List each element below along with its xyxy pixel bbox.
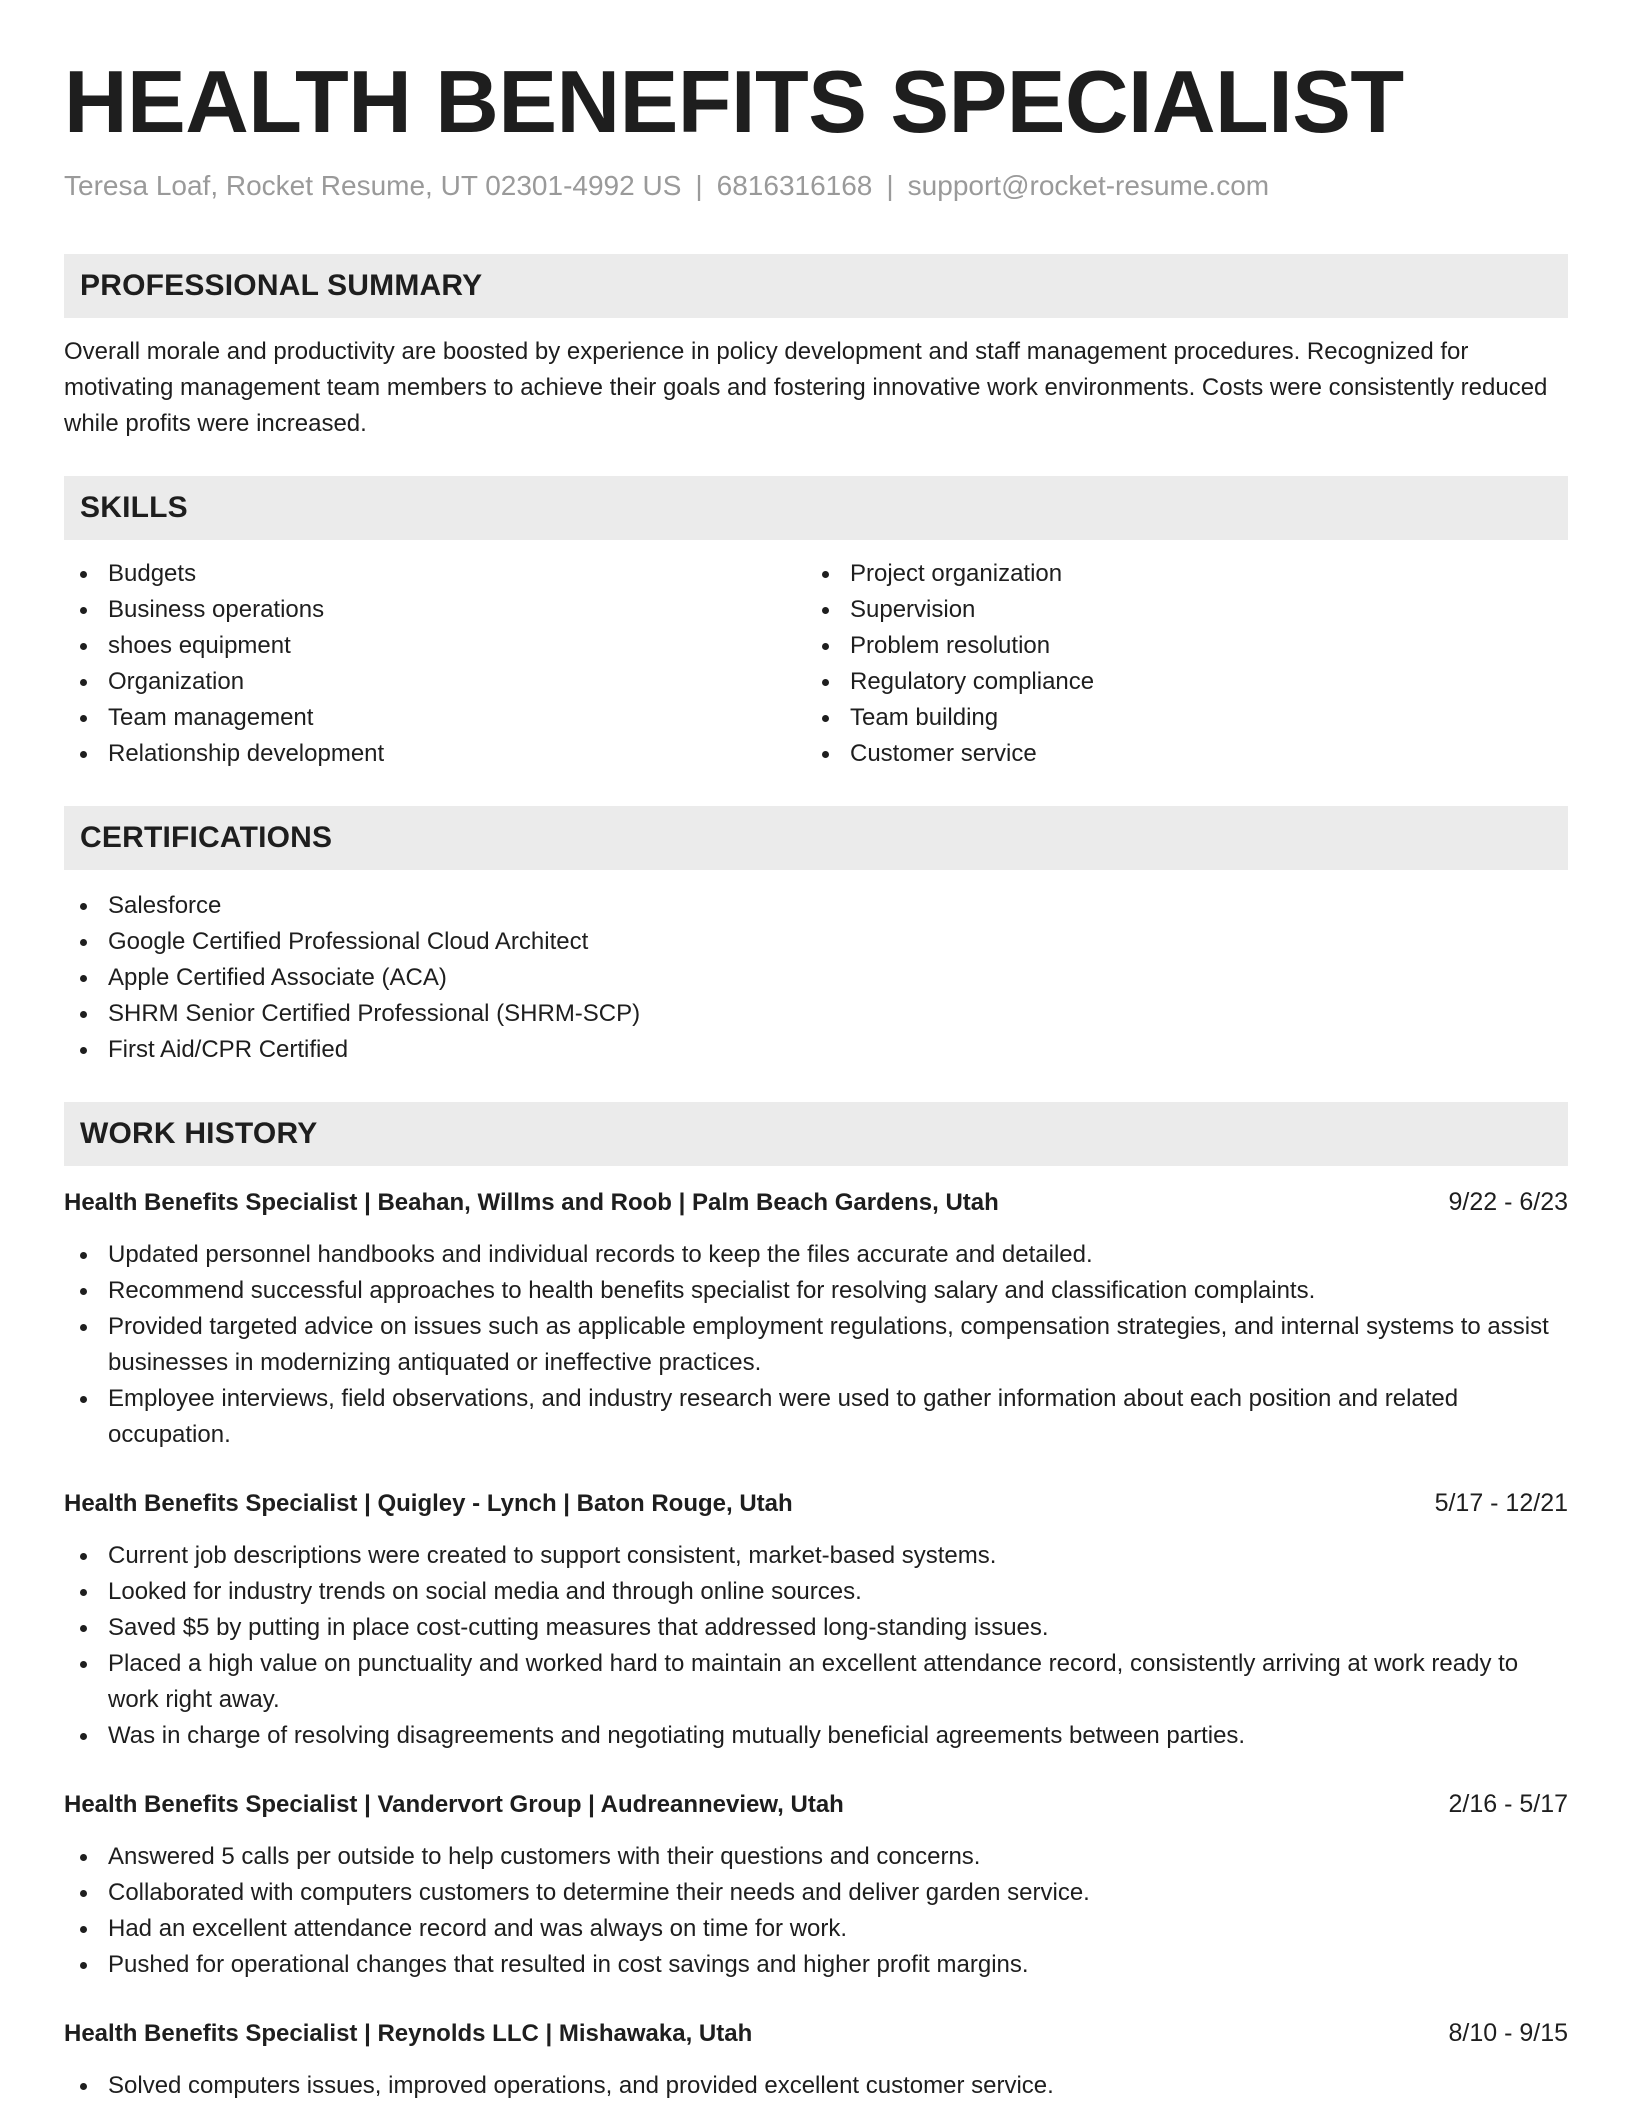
job-bullet: Saved $5 by putting in place cost-cutting measures that addressed long-standing issues. [64,1610,1568,1646]
skill-item: Project organization [806,556,1548,592]
skill-item: Customer service [806,736,1548,772]
job-bullets [64,1538,1568,1754]
job-dates: 2/16 - 5/17 [1448,1790,1568,1818]
section-heading-certifications: CERTIFICATIONS [64,806,1568,870]
job-header [64,2015,1568,2052]
skill-item: Supervision [806,592,1548,628]
job-bullet: Employee interviews, field observations, and industry research were used to gather information about each position and related occupation. [64,1381,1568,1453]
contact-address: Teresa Loaf, Rocket Resume, UT 02301-4992 US [64,170,682,201]
job-bullet: Solved computers issues, improved operations, and provided excellent customer service. [64,2068,1568,2104]
job-dates: 8/10 - 9/15 [1448,2019,1568,2047]
resume-title: HEALTH BENEFITS SPECIALIST [64,52,1404,151]
certification-item: First Aid/CPR Certified [64,1032,1568,1068]
job-bullet: Answered 5 calls per outside to help customers with their questions and concerns. [64,1839,1568,1875]
certification-item: Google Certified Professional Cloud Architect [64,924,1568,960]
job-bullet: Had an excellent attendance record and was always on time for work. [64,1911,1568,1947]
job-bullet: Looked for industry trends on social media and through online sources. [64,1574,1568,1610]
skill-item: Team building [806,700,1548,736]
contact-separator: | [886,170,894,201]
certifications-list [64,888,1568,1068]
certification-item: SHRM Senior Certified Professional (SHRM-SCP) [64,996,1568,1032]
skill-item: Business operations [64,592,806,628]
job-title: Health Benefits Specialist | Vandervort Group | Audreanneview, Utah [64,1791,844,1818]
skills-list [64,556,1568,772]
contact-separator: | [695,170,703,201]
skill-item: Budgets [64,556,806,592]
skill-item: Relationship development [64,736,806,772]
skill-item: Organization [64,664,806,700]
resume-page [64,52,1568,2104]
job-bullet: Pushed for operational changes that resulted in cost savings and higher profit margins. [64,1947,1568,1983]
section-heading-work-history: WORK HISTORY [64,1102,1568,1166]
job-bullet: Updated personnel handbooks and individual records to keep the files accurate and detailed. [64,1237,1568,1273]
job-bullets [64,1237,1568,1453]
skill-item: shoes equipment [64,628,806,664]
section-heading-skills: SKILLS [64,476,1568,540]
skill-item: Team management [64,700,806,736]
skills-column-left [64,556,806,772]
job-entry [64,1184,1568,1453]
job-bullet: Collaborated with computers customers to determine their needs and deliver garden service. [64,1875,1568,1911]
job-entry [64,1485,1568,1754]
job-bullet: Was in charge of resolving disagreements and negotiating mutually beneficial agreements between parties. [64,1718,1568,1754]
job-header [64,1485,1568,1522]
contact-email: support@rocket-resume.com [907,170,1270,201]
job-bullet: Provided targeted advice on issues such as applicable employment regulations, compensation strategies, and internal systems to assist businesses in modernizing antiquated or ineffective practices. [64,1309,1568,1381]
job-bullet: Placed a high value on punctuality and worked hard to maintain an excellent attendance record, consistently arriving at work ready to work right away. [64,1646,1568,1718]
job-dates: 5/17 - 12/21 [1434,1489,1568,1517]
job-title: Health Benefits Specialist | Reynolds LLC | Mishawaka, Utah [64,2020,753,2047]
contact-line [64,168,1568,204]
job-bullet: Recommend successful approaches to health benefits specialist for resolving salary and classification complaints. [64,1273,1568,1309]
job-bullet: Current job descriptions were created to support consistent, market-based systems. [64,1538,1568,1574]
job-bullets [64,1839,1568,1983]
skill-item: Regulatory compliance [806,664,1548,700]
job-entry [64,1786,1568,1983]
job-entry [64,2015,1568,2104]
job-title: Health Benefits Specialist | Quigley - Lynch | Baton Rouge, Utah [64,1490,793,1517]
certification-item: Apple Certified Associate (ACA) [64,960,1568,996]
job-header [64,1184,1568,1221]
certification-item: Salesforce [64,888,1568,924]
skill-item: Problem resolution [806,628,1548,664]
summary-text: Overall morale and productivity are boosted by experience in policy development and staff management procedures. Recognized for motivating management team members to achieve their goals and fostering innovative work environments. Costs were consistently reduced while profits were increased. [64,338,1548,437]
skills-column-right [806,556,1548,772]
job-header [64,1786,1568,1823]
job-title: Health Benefits Specialist | Beahan, Willms and Roob | Palm Beach Gardens, Utah [64,1189,999,1216]
job-dates: 9/22 - 6/23 [1448,1188,1568,1216]
job-bullets [64,2068,1568,2104]
contact-phone: 6816316168 [716,170,873,201]
section-heading-summary: PROFESSIONAL SUMMARY [64,254,1568,318]
